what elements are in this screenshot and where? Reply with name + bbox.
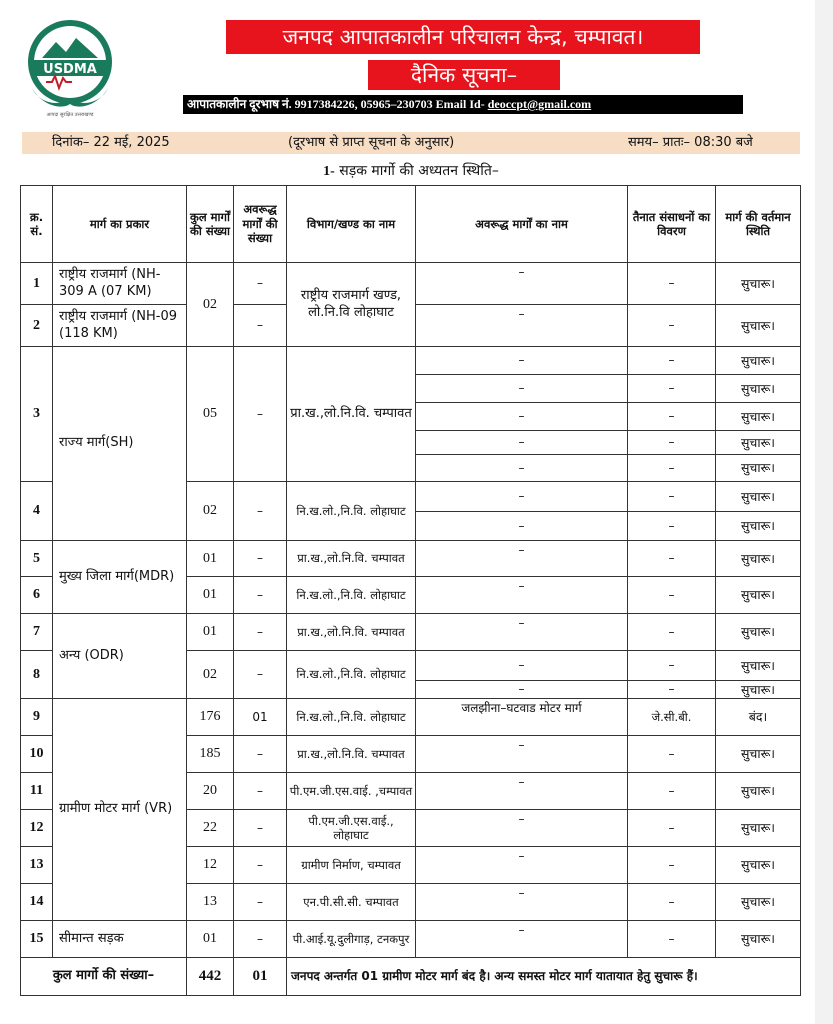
table-row: 11 20 – पी.एम.जी.एस.वाई. ,चम्पावत – – सुचारू। bbox=[21, 773, 801, 810]
table-row: 9 ग्रामीण मोटर मार्ग (VR) 176 01 नि.ख.लो.,नि.वि. लोहाघाट जलझीना–घटवाड मोटर मार्ग जे.सी.बी. बंद। bbox=[21, 699, 801, 736]
col-dept: विभाग/खण्ड का नाम bbox=[287, 186, 416, 263]
table-row: – – सुचारू। bbox=[21, 403, 801, 431]
table-row: 4 02 – नि.ख.लो.,नि.वि. लोहाघाट – – सुचारू। bbox=[21, 482, 801, 512]
table-row: 3 राज्य मार्ग(SH) 05 – प्रा.ख.,लो.नि.वि. चम्पावत – – सुचारू। bbox=[21, 347, 801, 375]
email-link[interactable]: deoccpt@gmail.com bbox=[487, 97, 592, 111]
table-row: – – सुचारू। bbox=[21, 431, 801, 455]
col-status: मार्ग की वर्तमान स्थिति bbox=[716, 186, 801, 263]
svg-text:आपदा सुरक्षित उत्तराखण्ड: आपदा सुरक्षित उत्तराखण्ड bbox=[46, 112, 94, 118]
report-date: दिनांक– 22 मई, 2025 bbox=[52, 135, 170, 150]
table-row: 14 13 – एन.पी.सी.सी. चम्पावत – – सुचारू। bbox=[21, 884, 801, 921]
table-row: 1 राष्ट्रीय राजमार्ग (NH-309 A (07 KM) 02 – राष्ट्रीय राजमार्ग खण्ड, लो.नि.वि लोहाघाट – – सुचारू। bbox=[21, 263, 801, 305]
page-edge bbox=[815, 0, 833, 1024]
total-blocked: 01 bbox=[234, 958, 287, 996]
table-row: – – सुचारू। bbox=[21, 512, 801, 541]
road-status-table bbox=[20, 185, 801, 996]
contact-phones: आपातकालीन दूरभाष नं. 9917384226, 05965–230703 Email Id- bbox=[187, 97, 488, 111]
contact-line bbox=[183, 95, 743, 114]
page-title: जनपद आपातकालीन परिचालन केन्द्र, चम्पावत। bbox=[226, 20, 700, 54]
table-row: – – सुचारू। bbox=[21, 681, 801, 699]
table-row: 6 01 – नि.ख.लो.,नि.वि. लोहाघाट – – सुचारू। bbox=[21, 577, 801, 614]
table-row: 5 मुख्य जिला मार्ग(MDR) 01 – प्रा.ख.,लो.नि.वि. चम्पावत – – सुचारू। bbox=[21, 541, 801, 577]
table-row: 10 185 – प्रा.ख.,लो.नि.वि. चम्पावत – – सुचारू। bbox=[21, 736, 801, 773]
table-row: – – सुचारू। bbox=[21, 455, 801, 482]
table-row: 15 सीमान्त सड़क 01 – पी.आई.यू.दुलीगाड़, टनकपुर – – सुचारू। bbox=[21, 921, 801, 958]
section-heading bbox=[22, 160, 800, 182]
date-bar bbox=[22, 132, 800, 154]
col-sno: क्र. सं. bbox=[21, 186, 53, 263]
total-label: कुल मार्गो की संख्या– bbox=[21, 958, 187, 996]
col-blocked: अवरूद्ध मार्गों की संख्या bbox=[234, 186, 287, 263]
total-row bbox=[21, 958, 801, 996]
section-title: सड़क मार्गो की अध्यतन स्थिति– bbox=[339, 163, 499, 179]
report-time: समय– प्रातः– 08:30 बजे bbox=[628, 135, 753, 150]
status-closed: बंद। bbox=[716, 699, 801, 736]
col-blocked-names: अवरूद्ध मार्गों का नाम bbox=[416, 186, 628, 263]
usdma-logo bbox=[22, 18, 118, 118]
page-subtitle: दैनिक सूचना– bbox=[368, 60, 560, 90]
col-total: कुल मार्गों की संख्या bbox=[187, 186, 234, 263]
col-type: मार्ग का प्रकार bbox=[53, 186, 187, 263]
table-row: 12 22 – पी.एम.जी.एस.वाई., लोहाघाट – – सुचारू। bbox=[21, 810, 801, 847]
table-row: 8 02 – नि.ख.लो.,नि.वि. लोहाघाट – – सुचारू। bbox=[21, 651, 801, 681]
table-row: – – सुचारू। bbox=[21, 375, 801, 403]
table-row: 2 राष्ट्रीय राजमार्ग (NH-09 (118 KM) – – – सुचारू। bbox=[21, 305, 801, 347]
report-source: (दूरभाष से प्राप्त सूचना के अनुसार) bbox=[288, 135, 455, 150]
col-resources: तैनात संसाधनों का विवरण bbox=[628, 186, 716, 263]
table-row: 7 अन्य (ODR) 01 – प्रा.ख.,लो.नि.वि. चम्पावत – – सुचारू। bbox=[21, 614, 801, 651]
blocked-road-name: जलझीना–घटवाड मोटर मार्ग bbox=[416, 699, 628, 736]
summary-note: जनपद अन्तर्गत 01 ग्रामीण मोटर मार्ग बंद है। अन्य समस्त मोटर मार्ग यातायात हेतु सुचारू हैं। bbox=[287, 958, 801, 996]
svg-text:USDMA: USDMA bbox=[43, 62, 97, 77]
deployed-resource: जे.सी.बी. bbox=[628, 699, 716, 736]
total-roads: 442 bbox=[187, 958, 234, 996]
table-row: 13 12 – ग्रामीण निर्माण, चम्पावत – – सुचारू। bbox=[21, 847, 801, 884]
section-number: 1- bbox=[323, 164, 335, 179]
header-row bbox=[21, 186, 801, 263]
